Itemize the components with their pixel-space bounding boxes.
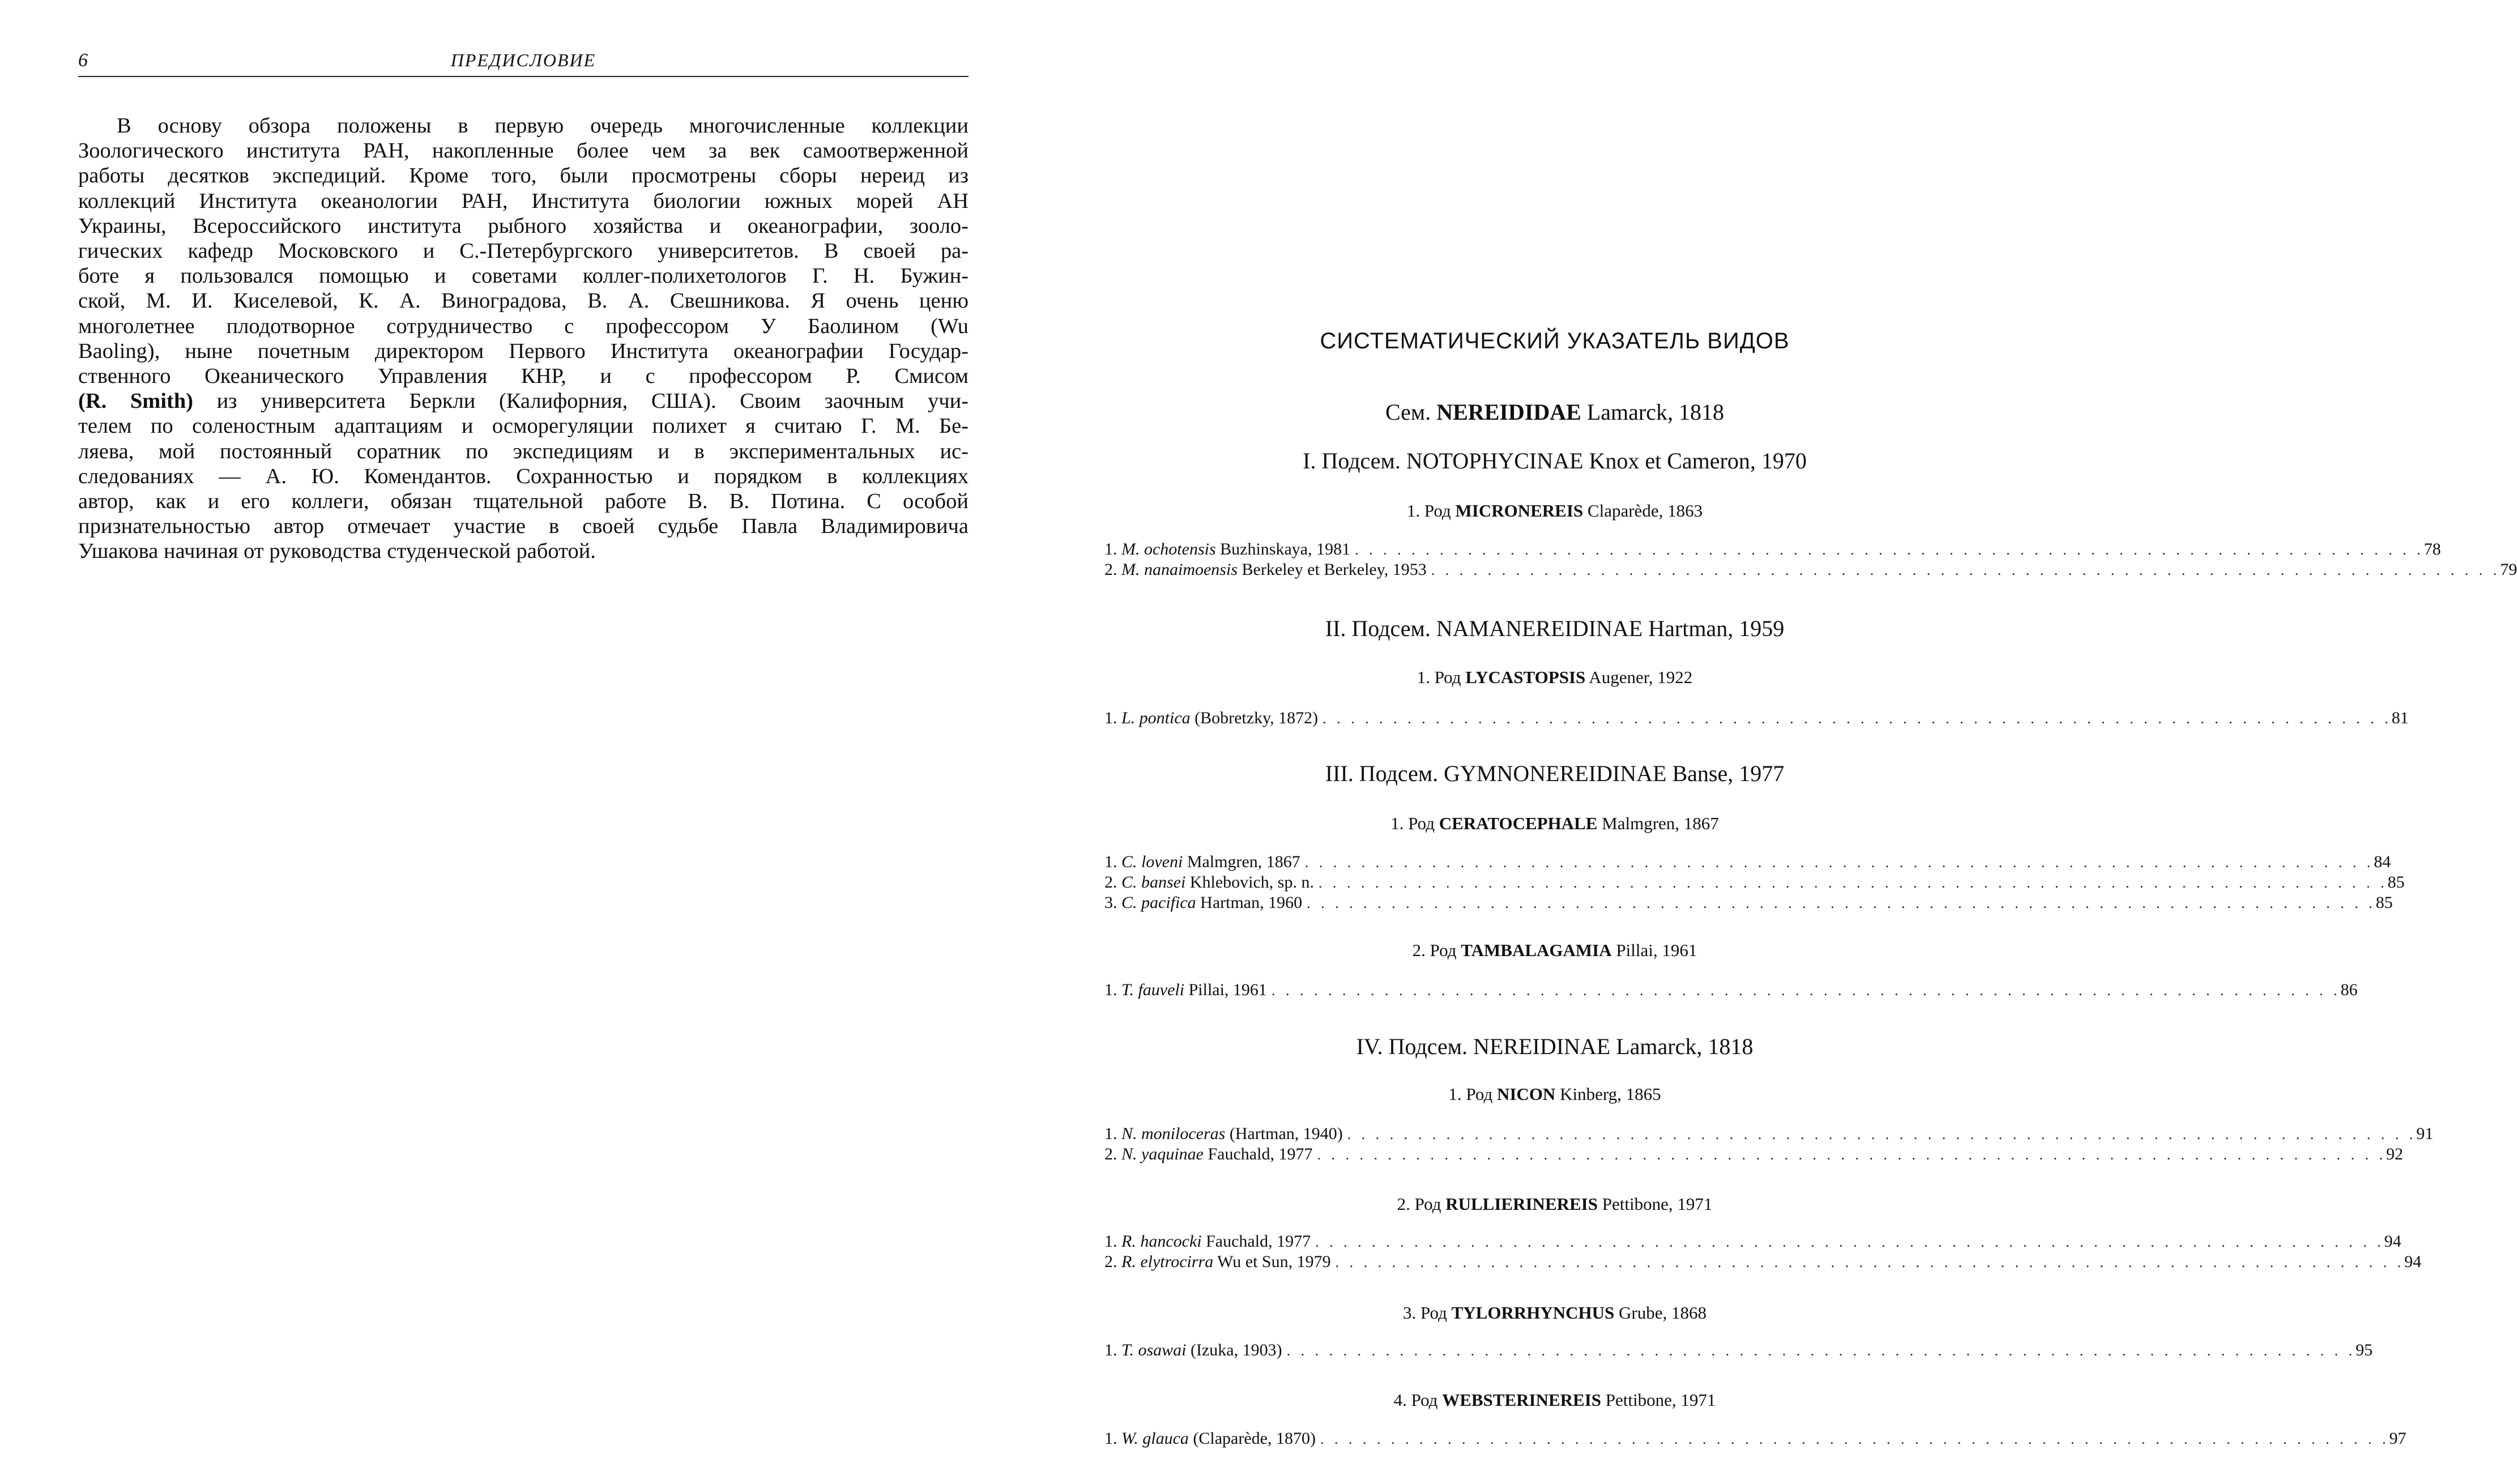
- left-page-header: [78, 48, 969, 77]
- species-entry: 3. C. pacifica Hartman, 1960 . . . . . . . . . . . . . . . . . . . . . . . . . . . . . . . . . . . . . . . . . . . . . . . . . . . . . . . . . . . . . . . . . . . . . . . . . . . . 85: [1104, 893, 2005, 913]
- index-title: СИСТЕМАТИЧЕСКИЙ УКАЗАТЕЛЬ ВИДОВ: [1320, 329, 1790, 353]
- species-entry: 1. R. hancocki Fauchald, 1977 . . . . . . . . . . . . . . . . . . . . . . . . . . . . . . . . . . . . . . . . . . . . . . . . . . . . . . . . . . . . . . . . . . . . . . . . . . . . 94: [1104, 1231, 2005, 1252]
- species-entry: 1. N. moniloceras (Hartman, 1940) . . . . . . . . . . . . . . . . . . . . . . . . . . . . . . . . . . . . . . . . . . . . . . . . . . . . . . . . . . . . . . . . . . . . . . . . . . . . 91: [1104, 1124, 2005, 1144]
- genus-heading: 2. Род TAMBALAGAMIA Pillai, 1961: [1412, 940, 1697, 960]
- dot-leader: . . . . . . . . . . . . . . . . . . . . . . . . . . . . . . . . . . . . . . . . . . . . . . . . . . . . . . . . . . . . . . . . . . . . . . . . . . . .: [1317, 1146, 2386, 1163]
- genus-heading: 2. Род RULLIERINEREIS Pettibone, 1971: [1397, 1194, 1713, 1214]
- genus-heading: 4. Род WEBSTERINEREIS Pettibone, 1971: [1393, 1390, 1716, 1410]
- preface-line: Украины, Всероссийского института рыбного хозяйства и океанографии, зооло-: [78, 214, 969, 238]
- subfamily-heading: III. Подсем. GYMNONEREIDINAE Banse, 1977: [1325, 761, 1785, 786]
- genus-heading: 1. Род LYCASTOPSIS Augener, 1922: [1417, 667, 1693, 687]
- preface-line: (R. Smith) из университета Беркли (Калифорния, США). Своим заочным учи-: [78, 389, 969, 413]
- page-reference: 85: [2375, 893, 2393, 912]
- page-reference: 79: [2500, 560, 2517, 579]
- species-entry: 2. M. nanaimoensis Berkeley et Berkeley, 1953 . . . . . . . . . . . . . . . . . . . . . . . . . . . . . . . . . . . . . . . . . . . . . . . . . . . . . . . . . . . . . . . . . . . . . . . . . . . . 79: [1104, 560, 2005, 580]
- dot-leader: . . . . . . . . . . . . . . . . . . . . . . . . . . . . . . . . . . . . . . . . . . . . . . . . . . . . . . . . . . . . . . . . . . . . . . . . . . . .: [1286, 1342, 2356, 1359]
- subfamily-heading: I. Подсем. NOTOPHYCINAE Knox et Cameron, 1970: [1303, 448, 1807, 474]
- preface-line: ляева, мой постоянный соратник по экспедициям и в экспериментальных ис-: [78, 439, 969, 463]
- species-entry: 1. L. pontica (Bobretzky, 1872) . . . . . . . . . . . . . . . . . . . . . . . . . . . . . . . . . . . . . . . . . . . . . . . . . . . . . . . . . . . . . . . . . . . . . . . . . . . . 81: [1104, 708, 2005, 728]
- dot-leader: . . . . . . . . . . . . . . . . . . . . . . . . . . . . . . . . . . . . . . . . . . . . . . . . . . . . . . . . . . . . . . . . . . . . . . . . . . . .: [1320, 1431, 2390, 1447]
- genus-heading: 1. Род CERATOCEPHALE Malmgren, 1867: [1390, 813, 1719, 833]
- page-reference: 91: [2416, 1124, 2434, 1143]
- dot-leader: . . . . . . . . . . . . . . . . . . . . . . . . . . . . . . . . . . . . . . . . . . . . . . . . . . . . . . . . . . . . . . . . . . . . . . . . . . . .: [1318, 875, 2388, 891]
- preface-line: боте я пользовался помощью и советами коллег-полихетологов Г. Н. Бужин-: [78, 264, 969, 288]
- species-entry: 1. T. fauveli Pillai, 1961 . . . . . . . . . . . . . . . . . . . . . . . . . . . . . . . . . . . . . . . . . . . . . . . . . . . . . . . . . . . . . . . . . . . . . . . . . . . . 86: [1104, 980, 2005, 1000]
- preface-line: коллекций Института океанологии РАН, Института биологии южных морей АН: [78, 189, 969, 213]
- dot-leader: . . . . . . . . . . . . . . . . . . . . . . . . . . . . . . . . . . . . . . . . . . . . . . . . . . . . . . . . . . . . . . . . . . . . . . . . . . . .: [1315, 1234, 2384, 1250]
- species-entry: 1. C. loveni Malmgren, 1867 . . . . . . . . . . . . . . . . . . . . . . . . . . . . . . . . . . . . . . . . . . . . . . . . . . . . . . . . . . . . . . . . . . . . . . . . . . . . 84: [1104, 852, 2005, 872]
- preface-line: гических кафедр Московского и С.-Петербургского университетов. В своей ра-: [78, 239, 969, 263]
- species-entry: 1. M. ochotensis Buzhinskaya, 1981 . . . . . . . . . . . . . . . . . . . . . . . . . . . . . . . . . . . . . . . . . . . . . . . . . . . . . . . . . . . . . . . . . . . . . . . . . . . . 78: [1104, 539, 2005, 560]
- species-entry: 2. R. elytrocirra Wu et Sun, 1979 . . . . . . . . . . . . . . . . . . . . . . . . . . . . . . . . . . . . . . . . . . . . . . . . . . . . . . . . . . . . . . . . . . . . . . . . . . . . 94: [1104, 1252, 2005, 1272]
- preface-line: Baoling), ныне почетным директором Первого Института океанографии Государ-: [78, 339, 969, 363]
- dot-leader: . . . . . . . . . . . . . . . . . . . . . . . . . . . . . . . . . . . . . . . . . . . . . . . . . . . . . . . . . . . . . . . . . . . . . . . . . . . .: [1335, 1254, 2405, 1270]
- dot-leader: . . . . . . . . . . . . . . . . . . . . . . . . . . . . . . . . . . . . . . . . . . . . . . . . . . . . . . . . . . . . . . . . . . . . . . . . . . . .: [1431, 562, 2501, 578]
- dot-leader: . . . . . . . . . . . . . . . . . . . . . . . . . . . . . . . . . . . . . . . . . . . . . . . . . . . . . . . . . . . . . . . . . . . . . . . . . . . .: [1323, 710, 2392, 727]
- page-reference: 84: [2374, 852, 2391, 871]
- preface-line: Ушакова начиная от руководства студенческой работой.: [78, 539, 596, 564]
- dot-leader: . . . . . . . . . . . . . . . . . . . . . . . . . . . . . . . . . . . . . . . . . . . . . . . . . . . . . . . . . . . . . . . . . . . . . . . . . . . .: [1271, 982, 2341, 999]
- page-reference: 94: [2384, 1232, 2401, 1251]
- page-reference: 81: [2391, 709, 2409, 727]
- preface-line: В основу обзора положены в первую очередь многочисленные коллекции: [117, 114, 969, 138]
- genus-heading: 1. Род NICON Kinberg, 1865: [1448, 1084, 1661, 1104]
- page-reference: 94: [2404, 1252, 2422, 1271]
- running-head: ПРЕДИСЛОВИЕ: [450, 50, 596, 70]
- page-reference: 78: [2424, 540, 2441, 558]
- subfamily-heading: II. Подсем. NAMANEREIDINAE Hartman, 1959: [1325, 616, 1785, 641]
- preface-line: многолетнее плодотворное сотрудничество с профессором У Баолином (Wu: [78, 314, 969, 338]
- species-entry: 1. T. osawai (Izuka, 1903) . . . . . . . . . . . . . . . . . . . . . . . . . . . . . . . . . . . . . . . . . . . . . . . . . . . . . . . . . . . . . . . . . . . . . . . . . . . . 95: [1104, 1340, 2005, 1361]
- species-entry: 1. W. glauca (Claparède, 1870) . . . . . . . . . . . . . . . . . . . . . . . . . . . . . . . . . . . . . . . . . . . . . . . . . . . . . . . . . . . . . . . . . . . . . . . . . . . . 97: [1104, 1428, 2005, 1449]
- preface-line: автор, как и его коллеги, обязан тщательной работе В. В. Потина. С особой: [78, 489, 969, 514]
- genus-heading: 1. Род MICRONEREIS Claparède, 1863: [1406, 501, 1703, 521]
- family-heading: Сем. NEREIDIDAE Lamarck, 1818: [1385, 399, 1724, 425]
- preface-line: Зоологического института РАН, накопленные более чем за век самоотверженной: [78, 139, 969, 163]
- dot-leader: . . . . . . . . . . . . . . . . . . . . . . . . . . . . . . . . . . . . . . . . . . . . . . . . . . . . . . . . . . . . . . . . . . . . . . . . . . . .: [1304, 854, 2374, 871]
- dot-leader: . . . . . . . . . . . . . . . . . . . . . . . . . . . . . . . . . . . . . . . . . . . . . . . . . . . . . . . . . . . . . . . . . . . . . . . . . . . .: [1355, 541, 2424, 558]
- page-reference: 95: [2356, 1341, 2373, 1359]
- dot-leader: . . . . . . . . . . . . . . . . . . . . . . . . . . . . . . . . . . . . . . . . . . . . . . . . . . . . . . . . . . . . . . . . . . . . . . . . . . . .: [1347, 1126, 2417, 1142]
- page-reference: 85: [2387, 873, 2405, 892]
- species-index-page: [1104, 0, 2517, 1484]
- page-number: 6: [78, 50, 88, 71]
- subfamily-heading: IV. Подсем. NEREIDINAE Lamarck, 1818: [1356, 1034, 1754, 1059]
- genus-heading: 3. Род TYLORRHYNCHUS Grube, 1868: [1403, 1303, 1707, 1323]
- preface-line: ской, М. И. Киселевой, К. А. Виноградова, В. А. Свешникова. Я очень ценю: [78, 289, 969, 313]
- page-reference: 97: [2389, 1429, 2407, 1448]
- species-entry: 2. N. yaquinae Fauchald, 1977 . . . . . . . . . . . . . . . . . . . . . . . . . . . . . . . . . . . . . . . . . . . . . . . . . . . . . . . . . . . . . . . . . . . . . . . . . . . . 92: [1104, 1144, 2005, 1165]
- preface-text: [78, 113, 969, 564]
- dot-leader: . . . . . . . . . . . . . . . . . . . . . . . . . . . . . . . . . . . . . . . . . . . . . . . . . . . . . . . . . . . . . . . . . . . . . . . . . . . .: [1307, 895, 2376, 911]
- preface-line: следованиях — А. Ю. Комендантов. Сохранностью и порядком в коллекциях: [78, 464, 969, 488]
- preface-line: телем по соленостным адаптациям и осморегуляции полихет я считаю Г. М. Бе-: [78, 414, 969, 438]
- preface-line: признательностью автор отмечает участие в своей судьбе Павла Владимировича: [78, 514, 969, 539]
- preface-line: ственного Океанического Управления КНР, и с профессором Р. Смисом: [78, 364, 969, 389]
- species-entry: 2. C. bansei Khlebovich, sp. n. . . . . . . . . . . . . . . . . . . . . . . . . . . . . . . . . . . . . . . . . . . . . . . . . . . . . . . . . . . . . . . . . . . . . . . . . . . . . 85: [1104, 872, 2005, 893]
- page-reference: 92: [2386, 1145, 2403, 1163]
- page-reference: 86: [2340, 980, 2358, 999]
- preface-line: работы десятков экспедиций. Кроме того, были просмотрены сборы нереид из: [78, 164, 969, 188]
